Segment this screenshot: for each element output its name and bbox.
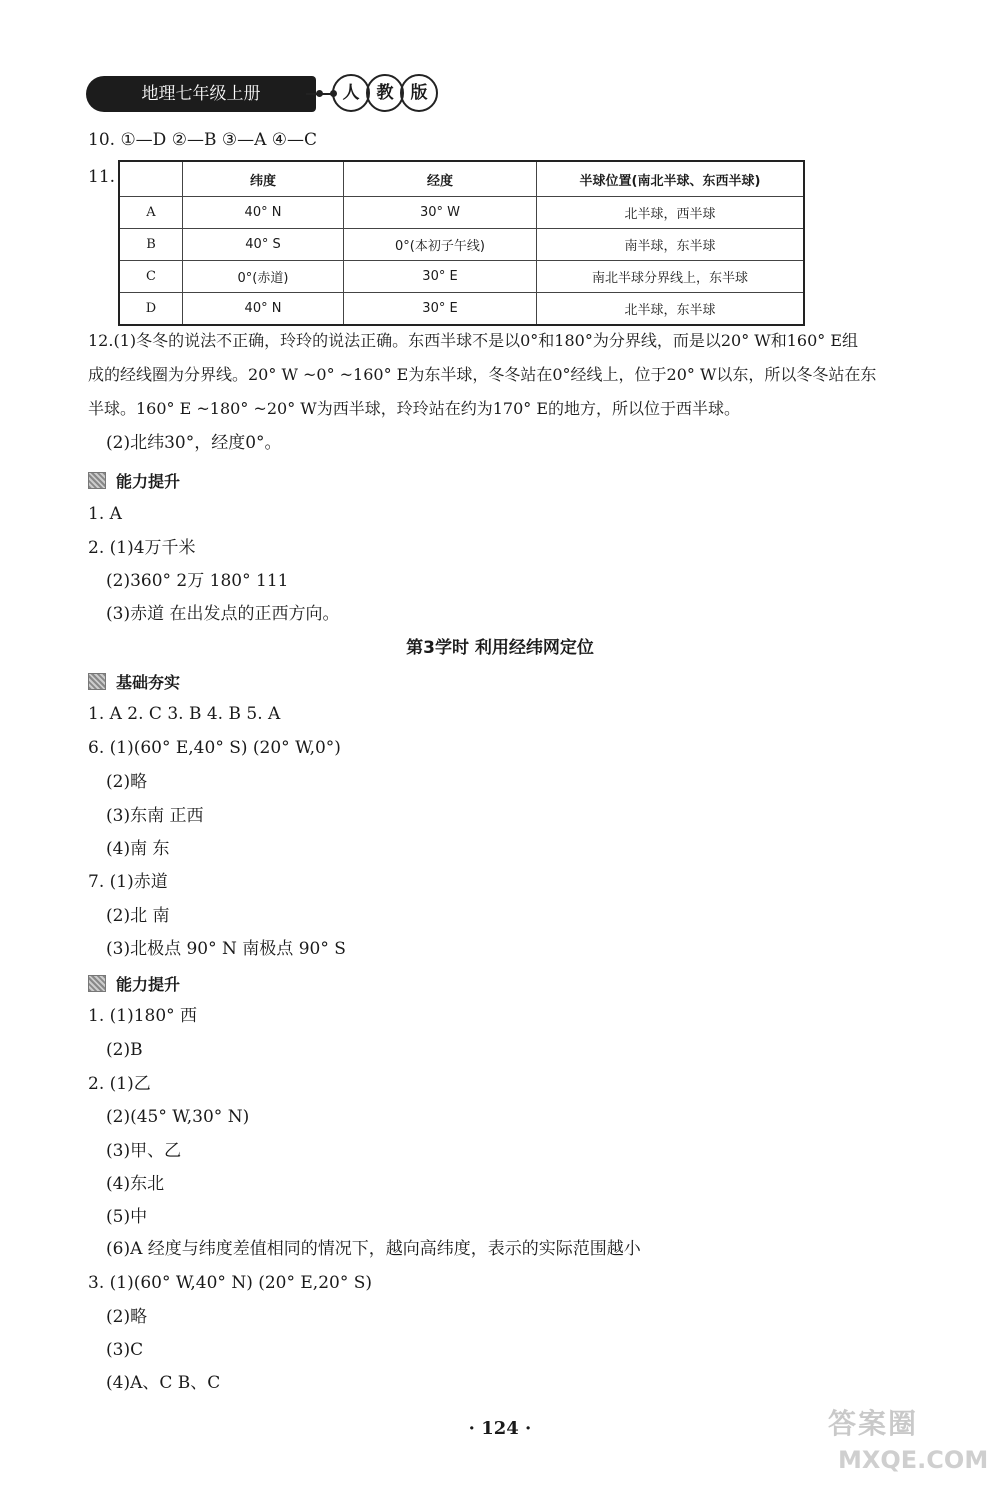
answer-line: (3)东南 正西 — [106, 806, 204, 826]
answer-line: (2)略 — [106, 1307, 148, 1327]
table-cell: 30° W — [344, 197, 537, 229]
answer-line: 2. (1)4万千米 — [88, 538, 196, 558]
table-cell: C — [119, 261, 183, 293]
table-header-cell: 半球位置(南北半球、东西半球) — [537, 161, 805, 197]
table-cell: 0°(本初子午线) — [344, 229, 537, 261]
table-cell: 0°(赤道) — [183, 261, 344, 293]
table-row — [119, 197, 804, 229]
book-title: 地理七年级上册 — [141, 84, 261, 104]
answer-q11-table — [118, 160, 805, 326]
answer-line: 6. (1)(60° E,40° S) (20° W,0°) — [88, 738, 341, 758]
table-header-cell: 纬度 — [183, 161, 344, 197]
answer-line: 7. (1)赤道 — [88, 872, 168, 892]
table-header-cell: 经度 — [344, 161, 537, 197]
answer-line: (2)略 — [106, 772, 148, 792]
table-cell: 北半球，西半球 — [537, 197, 805, 229]
table-cell: D — [119, 293, 183, 326]
answer-q12-line: 成的经线圈为分界线。20° W ~0° ~160° E为东半球，冬冬站在0°经线上，位于20° W以东，所以冬冬站在东 — [88, 365, 877, 384]
table-header-cell — [119, 161, 183, 197]
table-row — [119, 293, 804, 326]
table-cell: B — [119, 229, 183, 261]
section-heading — [88, 469, 180, 492]
answer-line: (3)甲、乙 — [106, 1141, 182, 1161]
section-icon — [88, 673, 106, 690]
connector-dot — [316, 90, 323, 97]
answer-line: (4)东北 — [106, 1174, 165, 1194]
watermark-url: MXQE.COM — [838, 1446, 989, 1474]
page-number: · 124 · — [468, 1418, 532, 1439]
answer-line: (2)B — [106, 1040, 143, 1060]
table-cell: 南半球，东半球 — [537, 229, 805, 261]
answer-line: (4)A、C B、C — [106, 1373, 221, 1393]
answer-line: 3. (1)(60° W,40° N) (20° E,20° S) — [88, 1273, 373, 1293]
section-heading-label: 能力提升 — [116, 975, 181, 994]
edition-badge-1: 人 — [332, 74, 370, 112]
edition-badge-2: 教 — [366, 74, 404, 112]
section-icon — [88, 975, 106, 992]
answer-line: (3)北极点 90° N 南极点 90° S — [106, 939, 346, 959]
answer-q12-line: 12.(1)冬冬的说法不正确，玲玲的说法正确。东西半球不是以0°和180°为分界线，而是以20° W和160° E组 — [88, 331, 859, 350]
section-icon — [88, 472, 106, 489]
answer-line: 1. A 2. C 3. B 4. B 5. A — [88, 704, 281, 724]
answer-line: (2)北 南 — [106, 906, 170, 926]
answer-line: 1. (1)180° 西 — [88, 1006, 198, 1026]
section-heading — [88, 972, 180, 995]
table-cell: 北半球，东半球 — [537, 293, 805, 326]
answer-q11-number: 11. — [88, 167, 116, 187]
table-row — [119, 261, 804, 293]
answer-line: 2. (1)乙 — [88, 1074, 151, 1094]
answer-line: (6)A 经度与纬度差值相同的情况下，越向高纬度，表示的实际范围越小 — [106, 1239, 641, 1259]
watermark-logo: 答案圈 — [828, 1407, 919, 1440]
table-cell: 30° E — [344, 261, 537, 293]
answer-q12-line: (2)北纬30°，经度0°。 — [106, 433, 282, 453]
answer-line: (2)360° 2万 180° 111 — [106, 571, 289, 591]
table-cell: 40° N — [183, 293, 344, 326]
answer-line: (4)南 东 — [106, 839, 170, 859]
answer-line: 1. A — [88, 504, 122, 524]
table-cell: 南北半球分界线上，东半球 — [537, 261, 805, 293]
table-cell: A — [119, 197, 183, 229]
table-row — [119, 229, 804, 261]
section-heading-label: 基础夯实 — [116, 673, 181, 692]
section-heading — [88, 670, 180, 693]
answer-line: (3)赤道 在出发点的正西方向。 — [106, 604, 340, 624]
answer-line: (5)中 — [106, 1207, 148, 1227]
answer-q12-line: 半球。160° E ~180° ~20° W为西半球，玲玲站在约为170° E的地方，所以位于西半球。 — [88, 399, 741, 418]
table-cell: 40° N — [183, 197, 344, 229]
table-cell: 30° E — [344, 293, 537, 326]
answer-line: (2)(45° W,30° N) — [106, 1107, 250, 1127]
table-header-row — [119, 161, 804, 197]
section-heading-label: 能力提升 — [116, 472, 181, 491]
answer-q10: 10. ①—D ②—B ③—A ④—C — [88, 130, 318, 150]
edition-badge-3: 版 — [400, 74, 438, 112]
answer-line: (3)C — [106, 1340, 144, 1360]
table-cell: 40° S — [183, 229, 344, 261]
lesson-title: 第3学时 利用经纬网定位 — [406, 638, 594, 658]
